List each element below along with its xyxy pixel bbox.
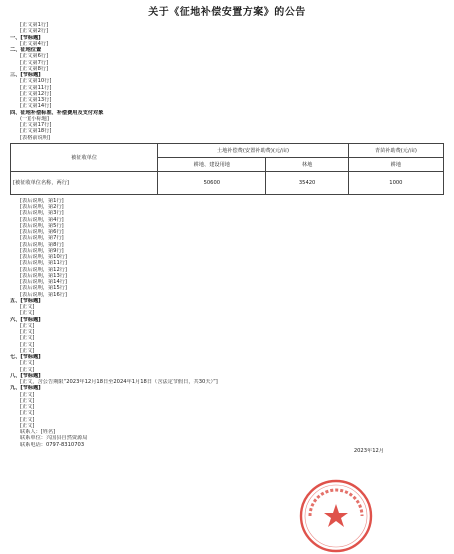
contact-line: 联系人：[姓名]: [20, 429, 56, 435]
body-text-line: [表后说明，第4行]: [20, 216, 64, 223]
body-text-line: [正文]: [20, 322, 35, 329]
body-text-line: [表后说明，第8行]: [20, 241, 64, 248]
table-cell-value: 50600: [158, 171, 266, 194]
body-text-line: [正文]: [20, 422, 35, 429]
body-text-line: (一)[小标题]: [20, 115, 49, 122]
body-text-line: [正文，含公告期限“2023年12月18日至2024年1月18日（含法定节假日，共30天）”]: [20, 379, 218, 385]
table-header-crop-compensation: 青苗补助费(元/亩): [348, 143, 443, 157]
contact-line: 联系电话：0797-8310703: [20, 441, 85, 448]
section-heading: 四、征地补偿标准、补偿费用及支付对象: [10, 109, 104, 116]
body-text-line: [表后说明，第5行]: [20, 222, 64, 229]
table-cell-unit: [被征收单位名称，两行]: [11, 171, 158, 194]
body-text-line: [表后说明，第2行]: [20, 204, 64, 210]
section-heading: 七、[节标题]: [10, 354, 41, 360]
section-heading: 一、[节标题]: [10, 34, 41, 41]
notice-body-upper: [10, 22, 444, 141]
body-text-line: [正文]: [20, 391, 35, 398]
body-text-line: [正文]: [20, 404, 35, 410]
body-text-line: [正文]: [20, 416, 35, 423]
section-heading: 五、[节标题]: [10, 297, 41, 304]
body-text-line: [正文第10行]: [20, 78, 52, 85]
section-heading: 三、[节标题]: [10, 72, 41, 78]
notice-body-lower: [10, 198, 444, 454]
body-text-line: [正文第11行]: [20, 84, 52, 91]
body-text-line: [表后说明，第15行]: [20, 285, 67, 292]
table-subheader-forest: 林地: [266, 157, 348, 171]
body-text-line: [表后说明，第1行]: [20, 197, 64, 204]
body-text-line: [正文第2行]: [20, 28, 49, 35]
contact-line: 联系单位：兴国县自然资源局: [20, 435, 88, 442]
section-heading: 九、[节标题]: [10, 385, 41, 392]
section-heading: 八、[节标题]: [10, 372, 41, 379]
body-text-line: [表后说明，第16行]: [20, 291, 67, 298]
table-row: [11, 171, 444, 194]
table-header-land-compensation: 土地补偿费(安置补助费)(元/亩): [158, 143, 349, 157]
body-text-line: [正文第12行]: [20, 90, 52, 97]
body-text-line: [表后说明，第11行]: [20, 260, 67, 267]
body-text-line: [正文]: [20, 360, 35, 367]
body-text-line: [正文第8行]: [20, 65, 49, 72]
body-text-line: [正文第1行]: [20, 22, 49, 28]
body-text-line: [正文第13行]: [20, 97, 52, 103]
table-subheader-cultivated-crop: 耕地: [348, 157, 443, 171]
official-seal-stamp: [298, 478, 374, 554]
body-text-line: [正文]: [20, 347, 35, 354]
section-heading: 六、[节标题]: [10, 316, 41, 323]
table-header-unit: 被征收单位: [11, 143, 158, 171]
body-text-line: [正文]: [20, 335, 35, 342]
page-title: 关于《征地补偿安置方案》的公告: [148, 7, 306, 18]
body-text-line: [正文第4行]: [20, 40, 49, 47]
body-text-line: [正文第17行]: [20, 122, 52, 128]
table-cell-value: 1000: [348, 171, 443, 194]
body-text-line: [表后说明，第12行]: [20, 266, 67, 273]
body-text-line: [正文]: [20, 341, 35, 348]
body-text-line: [正文第18行]: [20, 128, 52, 135]
table-header-row: [11, 143, 444, 157]
body-text-line: [表后说明，第6行]: [20, 229, 64, 235]
body-text-line: [正文]: [20, 410, 35, 417]
section-heading: 二、征地位置: [10, 47, 42, 53]
notice-date: 2023年12月: [353, 447, 384, 454]
body-text-line: [正文]: [20, 397, 35, 404]
body-text-line: [正文第14行]: [20, 103, 52, 110]
body-text-line: [表后说明，第7行]: [20, 235, 64, 242]
body-text-line: [表后说明，第3行]: [20, 210, 64, 217]
body-text-line: [表后说明，第9行]: [20, 247, 64, 254]
body-text-line: [正文]: [20, 310, 35, 317]
body-text-line: [表后说明，第13行]: [20, 272, 67, 279]
table-cell-value: 35420: [266, 171, 348, 194]
body-text-line: [表后说明，第14行]: [20, 279, 67, 285]
body-text-line: [正文第6行]: [20, 53, 49, 60]
body-text-line: [表格前说明]: [20, 134, 50, 141]
body-text-line: [正文第7行]: [20, 59, 49, 66]
body-text-line: [正文]: [20, 366, 35, 373]
body-text-line: [正文]: [20, 304, 35, 310]
body-text-line: [正文]: [20, 329, 35, 335]
compensation-table: [10, 143, 444, 195]
table-subheader-cultivated: 耕地、建设用地: [158, 157, 266, 171]
body-text-line: [表后说明，第10行]: [20, 254, 67, 260]
